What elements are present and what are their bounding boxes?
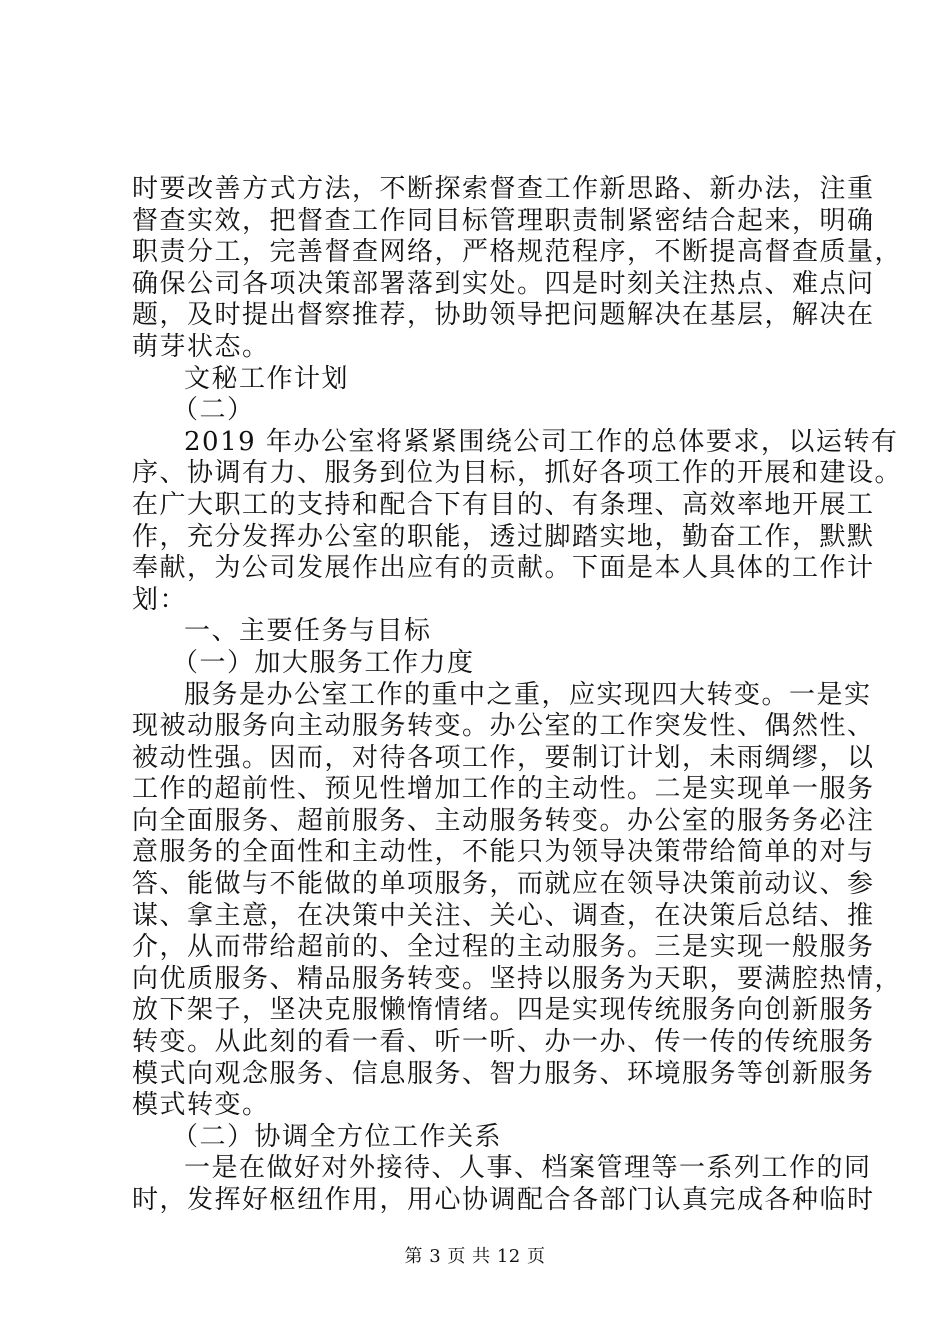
section-heading: 一、主要任务与目标 — [184, 616, 432, 647]
text-line: 时要改善方式方法，不断探索督查工作新思路、新办法，注重 — [132, 174, 875, 204]
text-line: 一是在做好对外接待、人事、档案管理等一系列工作的同 — [184, 1153, 872, 1184]
section-subheading: （二）协调全方位工作关系 — [172, 1121, 503, 1152]
text-line: 向优质服务、精品服务转变。坚持以服务为天职，要满腔热情， — [132, 963, 903, 994]
text-line: 谋、拿主意，在决策中关注、关心、调查，在决策后总结、推 — [132, 900, 875, 931]
text-line: 时，发挥好枢纽作用，用心协调配合各部门认真完成各种临时 — [132, 1185, 875, 1215]
text-line: 介，从而带给超前的、全过程的主动服务。三是实现一般服务 — [132, 932, 875, 963]
text-line: 被动性强。因而，对待各项工作，要制订计划，未雨绸缪，以 — [132, 742, 875, 773]
text-line: 奉献，为公司发展作出应有的贡献。下面是本人具体的工作计 — [132, 553, 875, 584]
text-line: 放下架子，坚决克服懒惰情绪。四是实现传统服务向创新服务 — [132, 995, 875, 1026]
page-footer: 第 3 页 共 12 页 — [404, 1246, 546, 1267]
text-line: 2019 年办公室将紧紧围绕公司工作的总体要求，以运转有 — [184, 426, 899, 457]
text-line: 督查实效，把督查工作同目标管理职责制紧密结合起来，明确 — [132, 205, 875, 236]
text-line: 在广大职工的支持和配合下有目的、有条理、高效率地开展工 — [132, 489, 875, 520]
text-line: 职责分工，完善督查网络，严格规范程序，不断提高督查质量， — [132, 237, 903, 268]
text-line: 现被动服务向主动服务转变。办公室的工作突发性、偶然性、 — [132, 711, 875, 742]
section-subheading: （二） — [172, 395, 255, 426]
text-line: 萌芽状态。 — [132, 331, 270, 362]
text-line: 模式向观念服务、信息服务、智力服务、环境服务等创新服务 — [132, 1058, 875, 1089]
text-line: 作，充分发挥办公室的职能，透过脚踏实地，勤奋工作，默默 — [132, 521, 875, 552]
text-line: 意服务的全面性和主动性，不能只为领导决策带给简单的对与 — [132, 837, 875, 868]
text-line: 答、能做与不能做的单项服务，而就应在领导决策前动议、参 — [132, 869, 875, 900]
text-line: 模式转变。 — [132, 1090, 270, 1121]
text-line: 转变。从此刻的看一看、听一听、办一办、传一传的传统服务 — [132, 1027, 875, 1058]
text-line: 服务是办公室工作的重中之重，应实现四大转变。一是实 — [184, 679, 872, 710]
text-line: 确保公司各项决策部署落到实处。四是时刻关注热点、难点问 — [132, 268, 875, 299]
text-line: 序、协调有力、服务到位为目标，抓好各项工作的开展和建设。 — [132, 458, 903, 489]
section-heading: 文秘工作计划 — [184, 363, 350, 394]
text-line: 题，及时提出督察推荐，协助领导把问题解决在基层，解决在 — [132, 300, 875, 331]
text-line: 向全面服务、超前服务、主动服务转变。办公室的服务务必注 — [132, 805, 875, 836]
section-subheading: （一）加大服务工作力度 — [172, 647, 475, 678]
body-text — [132, 174, 903, 1217]
text-line: 工作的超前性、预见性增加工作的主动性。二是实现单一服务 — [132, 774, 875, 805]
text-line: 划： — [132, 584, 188, 615]
